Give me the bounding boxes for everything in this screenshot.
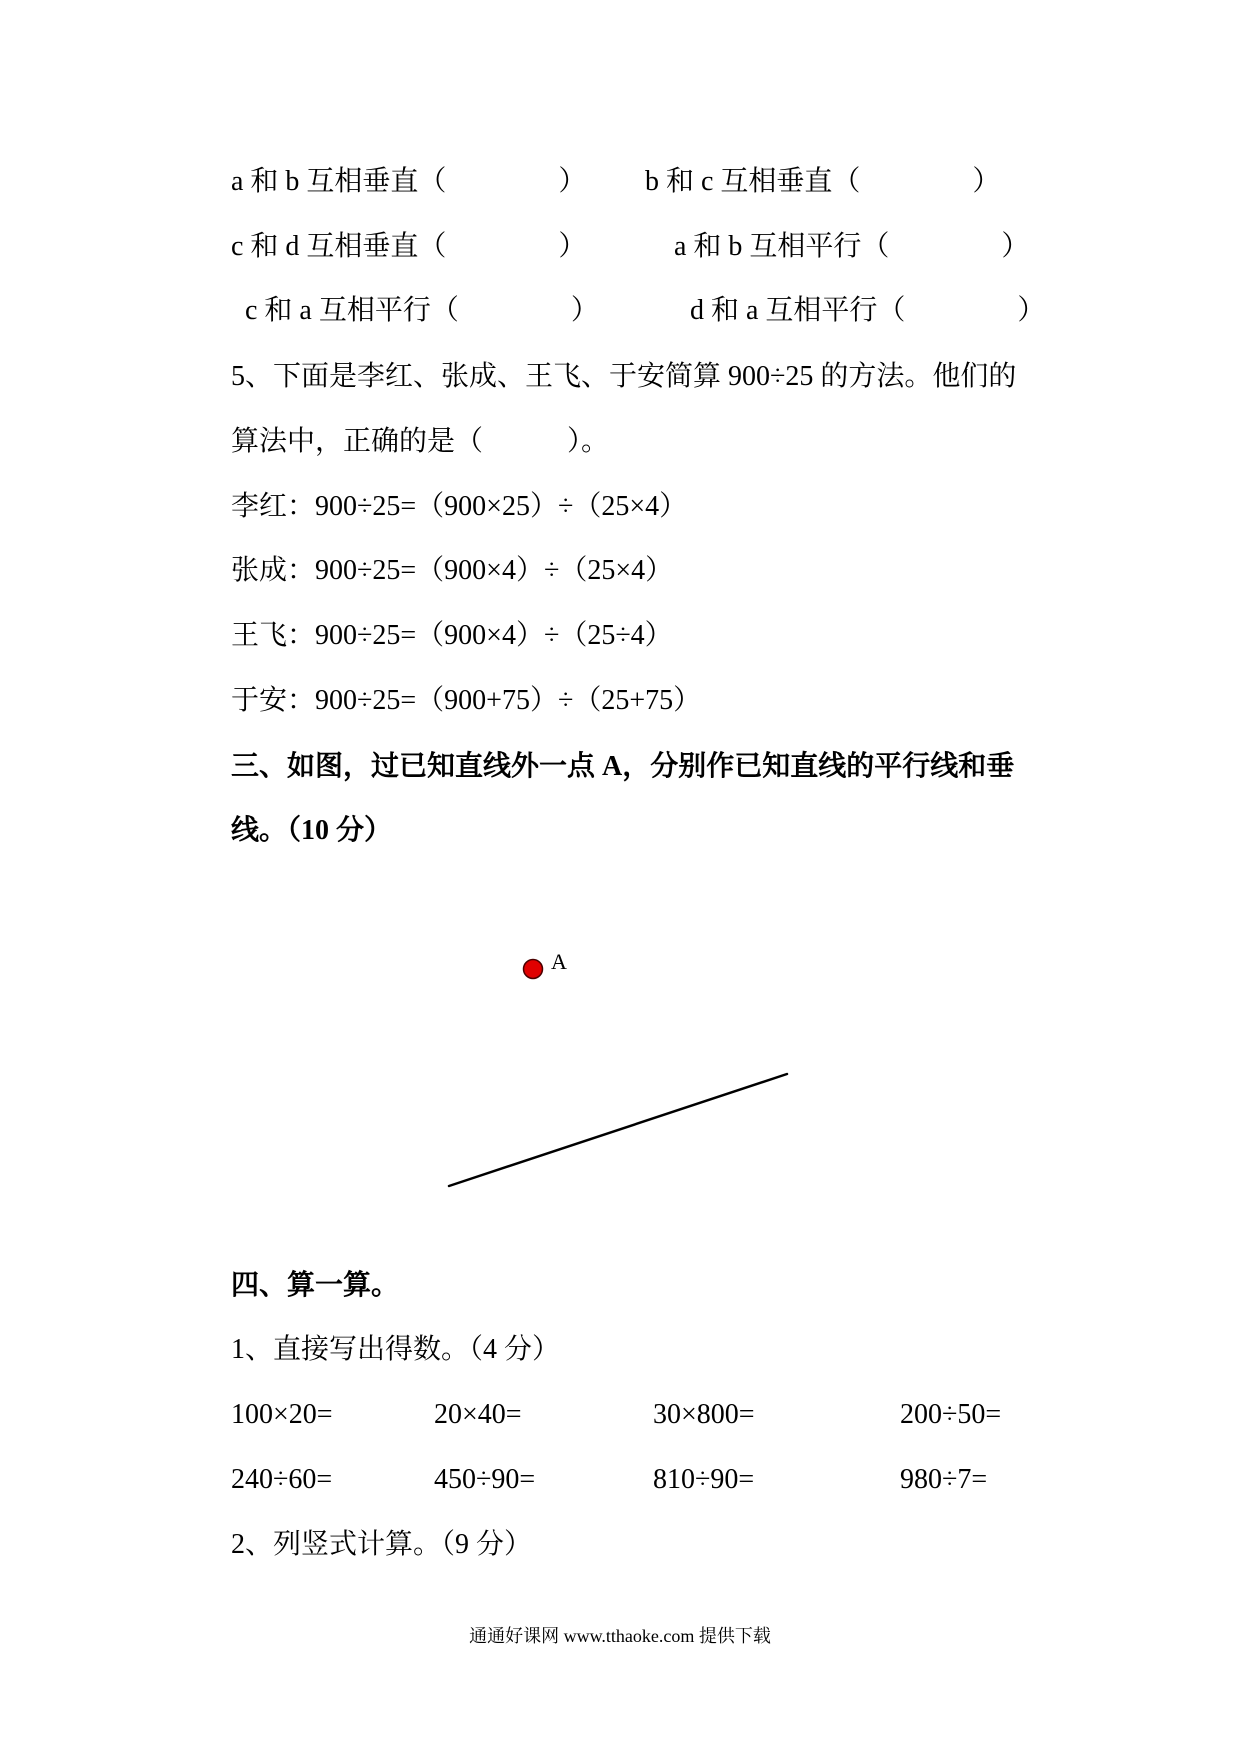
page-footer: 通通好课网 www.tthaoke.com 提供下载 xyxy=(469,1626,771,1646)
calc-item: 200÷50= xyxy=(900,1399,1002,1430)
calc-item: 20×40= xyxy=(434,1399,522,1430)
q5-method-wang-fei: 王飞：900÷25=（900×4）÷（25÷4） xyxy=(231,620,673,651)
q5-method-yu-an: 于安：900÷25=（900+75）÷（25+75） xyxy=(231,685,702,716)
section-4-sub-1: 1、直接写出得数。（4 分） xyxy=(231,1334,561,1365)
q4-item-3-left: c 和 a 互相平行（ ） xyxy=(245,295,599,326)
q4-item-2-right: a 和 b 互相平行（ ） xyxy=(674,231,1030,262)
section-3-heading-line-2: 线。（10 分） xyxy=(231,815,393,846)
q5-method-li-hong: 李红：900÷25=（900×25）÷（25×4） xyxy=(231,491,688,522)
q4-item-1-right: b 和 c 互相垂直（ ） xyxy=(645,166,1001,197)
q4-item-1-left: a 和 b 互相垂直（ ） xyxy=(231,166,587,197)
calc-item: 810÷90= xyxy=(653,1464,755,1495)
q4-item-2-left: c 和 d 互相垂直（ ） xyxy=(231,231,587,262)
point-a-label: A xyxy=(551,949,567,974)
given-straight-line xyxy=(449,1074,787,1186)
q5-method-zhang-cheng: 张成：900÷25=（900×4）÷（25×4） xyxy=(231,555,674,586)
section-3-heading-line-1: 三、如图，过已知直线外一点 A，分别作已知直线的平行线和垂 xyxy=(231,751,1015,782)
q5-prompt-line-1: 5、下面是李红、张成、王飞、于安简算 900÷25 的方法。他们的 xyxy=(231,361,1017,392)
section-4-heading: 四、算一算。 xyxy=(231,1270,400,1301)
calc-item: 100×20= xyxy=(231,1399,333,1430)
q5-prompt-line-2: 算法中，正确的是（ ）。 xyxy=(231,426,610,457)
calc-item: 30×800= xyxy=(653,1399,755,1430)
calc-item: 450÷90= xyxy=(434,1464,536,1495)
q4-item-3-right: d 和 a 互相平行（ ） xyxy=(690,295,1046,326)
calc-item: 240÷60= xyxy=(231,1464,333,1495)
section-4-sub-2: 2、列竖式计算。（9 分） xyxy=(231,1529,533,1560)
calc-item: 980÷7= xyxy=(900,1464,988,1495)
point-a-dot xyxy=(524,960,543,979)
